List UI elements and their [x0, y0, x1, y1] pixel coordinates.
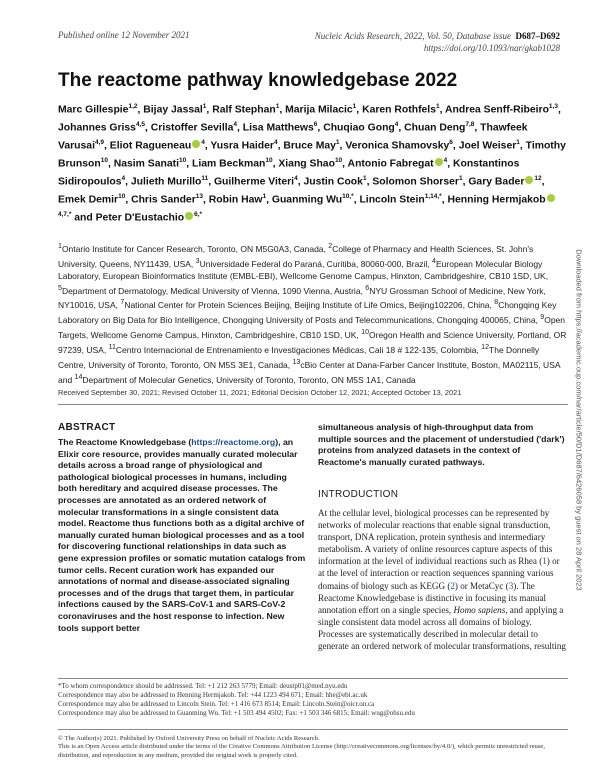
published-date: Published online 12 November 2021: [58, 30, 190, 40]
doi-link[interactable]: https://doi.org/10.1093/nar/gkab1028: [423, 43, 560, 53]
abstract-heading: ABSTRACT: [58, 422, 116, 433]
introduction-heading: INTRODUCTION: [318, 489, 399, 500]
page-range: D687–D692: [515, 31, 560, 41]
copyright-line: © The Author(s) 2021. Published by Oxford University Press on behalf of Nucleic Acids Research.: [58, 735, 320, 742]
article-title: The reactome pathway knowledgebase 2022: [58, 70, 458, 91]
abstract-text-left: The Reactome Knowledgebase (https://reactome.org), an Elixir core resource, provides manually curated molecular details across a broad range of physiological and pathological biological processes in humans, including both hereditary and acquired disease processes. The processes are annotated as an ordered network of molecular transformations in a single consistent data model. Reactome thus functions both as a digital archive of manually curated human biological processes and as a tool for discovering functional relationships in data such as gene expression profiles or somatic mutation catalogs from tumor cells. Recent curation work has expanded our annotations of normal and disease-associated signaling processes and of the drugs that target them, in particular infections caused by the SARS-CoV-1 and SARS-CoV-2 coronaviruses and the host response to infection. New tools support better: [58, 437, 306, 633]
affiliations: $^1$Ontario Institute for Cancer Research, Toronto, ON M5G0A3, Canada, $^2$College of Pharmacy and Health Sciences, St. John's University, Queens, NY11439, USA, $^3$Universidade Federal do Paraná, Curitiba, 80060-000, Brazil, $^4$European Molecular Biology Laboratory, European Bioinformatics Institute (EMBL-EBI), Wellcome Genome Campus, Hinxton, Cambridgeshire, CB10 1SD, UK, $^5$Department of Dermatology, Medical University of Vienna, 1090 Vienna, Austria, $^6$NYU Grossman School of Medicine, New York, NY10016, USA, $^7$National Center for Protein Sciences Beijing, Beijing Institute of Life Omics, Beijing102206, China, $^8$Chongqing Key Laboratory on Big Data for Bio Intelligence, Chongqing University of Posts and Telecommunications, Chongqing 400065, China, $^9$Open Targets, Wellcome Genome Campus, Hinxton, Cambridgeshire, CB10 1SD, UK, $^{10}$Oregon Health and Science University, Portland, OR 97239, USA, $^{11}$Centro Internacional de Entrenamiento e Investigaciones Médicas, Cali 18 # 122-135, Colombia, $^{12}$The Donnelly Centre, University of Toronto, Toronto, ON M5S 3E1, Canada, $^{13}$cBio Center at Dana-Farber Cancer Institute, Boston, MA02115, USA and $^{14}$Department of Molecular Genetics, University of Toronto, Toronto, ON M5S 1A1, Canada: [58, 242, 567, 385]
journal-citation: Nucleic Acids Research, 2022, Vol. 50, Database issue: [314, 31, 511, 41]
received-dates: Received September 30, 2021; Revised October 11, 2021; Editorial Decision October 12, 2021; Accepted October 13, 2021: [58, 388, 462, 397]
abstract-text-right: simultaneous analysis of high-throughput data from multiple sources and the placement of understudied ('dark') proteins from analyzed datasets in the context of Reactome's manually curated pathways.: [318, 422, 565, 467]
download-sidebar: [572, 210, 586, 630]
footnote-divider: [58, 678, 568, 679]
introduction-text: At the cellular level, biological processes can be represented by networks of molecular reactions that enable signal transduction, transport, DNA replication, protein synthesis and intermediary metabolism. A variety of online resources capture aspects of this information at the level of individual reactions such as Rhea (1) or at the level of interaction or reaction sequences spanning various domains of biology such as KEGG (2) or MetaCyc (3). The Reactome Knowledgebase is distinctive in focusing its manual annotation effort on a single species, Homo sapiens, and applying a single consistent data model across all domains of biology. Processes are systematically described in molecular detail to generate an ordered network of molecular transformations, resulting: [318, 508, 566, 652]
open-access-statement: This is an Open Access article distributed under the terms of the Creative Commons Attribution License (http://creativecommons.org/licenses/by/4.0/), which permits unrestricted reuse, distribution, and reproduction in any medium, provided the original work is properly cited.: [58, 743, 545, 759]
download-note: Downloaded from https://academic.oup.com/nar/article/50/D1/D687/6426058 by guest on 28 April 2023: [574, 249, 584, 591]
correspondence-line: Correspondence may also be addressed to Guanming Wu. Tel: +1 503 494 4502; Fax: +1 503 346 6815; Email: wug@ohsu.edu: [58, 709, 415, 717]
divider: [58, 404, 568, 405]
correspondence-line: Correspondence may also be addressed to Lincoln Stein. Tel: +1 416 673 8514; Email: Lincoln.Stein@oicr.on.ca: [58, 700, 375, 708]
correspondence-line: *To whom correspondence should be addressed. Tel: +1 212 263 5779; Email: deustp01@med.nyu.edu: [58, 682, 348, 690]
correspondence-notes: [58, 682, 568, 718]
journal-header: [315, 30, 560, 54]
correspondence-line: Correspondence may also be addressed to Henning Hermjakob. Tel: +44 1223 494 671; Email: hhe@ebi.ac.uk: [58, 691, 368, 699]
author-list: Marc Gillespie$^{1,2}$, Bijay Jassal$^1$, Ralf Stephan$^1$, Marija Milacic$^1$, Karen Rothfels$^1$, Andrea Senff-Ribeiro$^{1,3}$, Johannes Griss$^{4,5}$, Cristoffer Sevilla$^4$, Lisa Matthews$^6$, Chuqiao Gong$^4$, Chuan Deng$^{7,8}$, Thawfeek Varusai$^{4,9}$, Eliot Ragueneau $^4$, Yusra Haider$^4$, Bruce May$^1$, Veronica Shamovsky$^6$, Joel Weiser$^1$, Timothy Brunson$^{10}$, Nasim Sanati$^{10}$, Liam Beckman$^{10}$, Xiang Shao$^{10}$, Antonio Fabregat $^4$, Konstantinos Sidiropoulos$^4$, Julieth Murillo$^{11}$, Guilherme Viteri$^4$, Justin Cook$^1$, Solomon Shorser$^1$, Gary Bader $^{12}$, Emek Demir$^{10}$, Chris Sander$^{13}$, Robin Haw$^1$, Guanming $Wu^{10,*}$, Lincoln Stein$^{1,14,*}$, Henning Hermjakob$^{4,7,*}$ and Peter D'Eustachio $^{6,*}$: [58, 103, 566, 224]
license-divider: [58, 729, 568, 730]
license-block: [58, 735, 573, 760]
